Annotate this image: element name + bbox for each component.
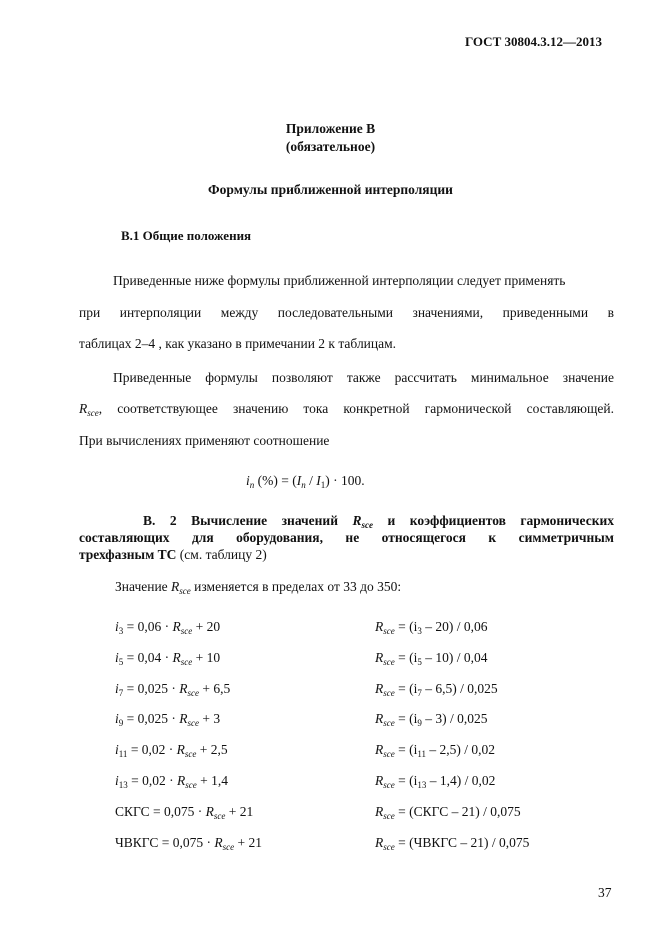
formula-left: СКГС = $0,075 \cdot R_{sce} + 21$ xyxy=(115,804,254,821)
paragraph-2-line-3: При вычислениях применяют соотношение xyxy=(79,433,330,448)
rsce-range-text: Значение $R_{sce}$ изменяется в пределах от 33 до 350: xyxy=(115,579,402,596)
ratio-formula: $i_n$ (%) = $(I_n / I_1) \cdot 100$. xyxy=(246,473,365,490)
paragraph-2-line-1: Приведенные формулы позволяют также рассчитать минимальное значение xyxy=(113,370,614,385)
page-number: 37 xyxy=(598,885,612,900)
formula-left: $i_5 = 0,04 \cdot R_{sce} + 10$ xyxy=(115,650,221,667)
section-2-heading-line-3: трехфазным ТС (см. таблицу 2) xyxy=(79,547,267,562)
paragraph-2-line-2: $R_{sce}$, соответствующее значению тока конкретной гармонической составляющей. xyxy=(79,401,614,418)
formula-right: $R_{sce} = (i_3 - 20) / 0,06$ xyxy=(375,619,488,636)
appendix-title: Приложение В xyxy=(285,121,376,136)
formula-left: $i_7 = 0,025 \cdot R_{sce} + 6,5$ xyxy=(115,681,231,698)
formula-left: ЧВКГС = $0,075 \cdot R_{sce} + 21$ xyxy=(115,835,263,852)
section-1-heading: В.1 Общие положения xyxy=(121,228,252,243)
section-2-heading-line-1: В. 2 Вычисление значений $R_{sce}$ и коэффициентов гармонических xyxy=(143,513,615,530)
formula-right: $R_{sce} = (i_7 - 6,5) / 0,025$ xyxy=(375,681,498,698)
formula-right: $R_{sce} = (i_{13} - 1,4) / 0,02$ xyxy=(375,773,496,790)
appendix-heading: Формулы приближенной интерполяции xyxy=(208,182,453,197)
paragraph-1-line-2: при интерполяции между последовательными значениями, приведенными в xyxy=(79,305,614,320)
paragraph-1-line-1: Приведенные ниже формулы приближенной интерполяции следует применять xyxy=(113,273,566,288)
formula-left: $i_3 = 0,06 \cdot R_{sce} + 20$ xyxy=(115,619,221,636)
formula-right: $R_{sce} = (i_5 - 10) / 0,04$ xyxy=(375,650,488,667)
formula-left: $i_{13} = 0,02 \cdot R_{sce} + 1,4$ xyxy=(115,773,228,790)
formula-left: $i_{11} = 0,02 \cdot R_{sce} + 2,5$ xyxy=(115,742,228,759)
paragraph-1-line-3: таблицах 2–4 , как указано в примечании 2 к таблицам. xyxy=(79,336,397,351)
formula-right: $R_{sce} = (i_9 - 3) / 0,025$ xyxy=(375,711,488,728)
formula-right: $R_{sce}$ = (СКГС – 21) / 0,075 xyxy=(375,804,521,821)
section-2-heading-line-2: составляющих для оборудования, не относящегося к симметричным xyxy=(79,530,614,545)
standard-header: ГОСТ 30804.3.12—2013 xyxy=(464,34,602,49)
appendix-subtitle: (обязательное) xyxy=(285,139,376,154)
formula-right: $R_{sce} = (i_{11} - 2,5) / 0,02$ xyxy=(375,742,496,759)
formula-left: $i_9 = 0,025 \cdot R_{sce} + 3$ xyxy=(115,711,221,728)
formula-right: $R_{sce}$ = (ЧВКГС – 21) / 0,075 xyxy=(375,835,530,852)
